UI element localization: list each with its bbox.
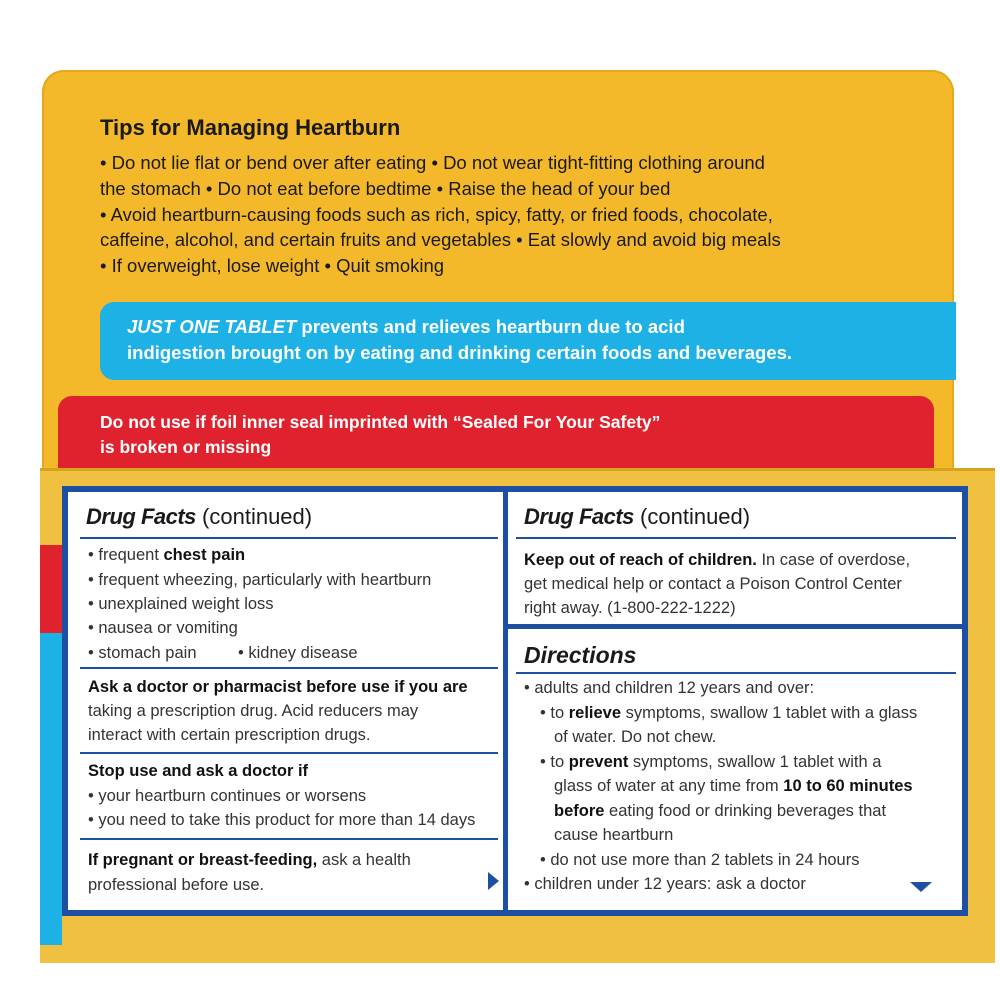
ask-doctor-text: interact with certain prescription drugs. bbox=[88, 726, 371, 744]
left-heading bbox=[86, 504, 312, 530]
directions-title: Directions bbox=[524, 642, 637, 668]
continue-arrow-icon bbox=[488, 872, 499, 890]
tips-line: the stomach • Do not eat before bedtime • Raise the head of your bed bbox=[100, 177, 671, 199]
seal-warning bbox=[100, 410, 860, 460]
warning-item: • frequent wheezing, particularly with heartburn bbox=[88, 571, 432, 589]
divider bbox=[516, 537, 956, 539]
drug-facts-right-column bbox=[508, 492, 962, 910]
continue-arrow-icon bbox=[910, 882, 932, 892]
ask-doctor-heading: Ask a doctor or pharmacist before use if you are bbox=[88, 678, 468, 696]
right-heading-bold: Drug Facts bbox=[524, 504, 634, 529]
directions-item: of water. Do not chew. bbox=[554, 728, 717, 746]
pregnancy-warning: If pregnant or breast-feeding, ask a health bbox=[88, 851, 411, 869]
tips-line: • Do not lie flat or bend over after eating • Do not wear tight-fitting clothing around bbox=[100, 152, 765, 173]
drug-facts-left-column bbox=[68, 492, 508, 910]
warning-item: • nausea or vomiting bbox=[88, 619, 238, 637]
directions-item: • children under 12 years: ask a doctor bbox=[524, 875, 806, 893]
warning-item: • stomach pain bbox=[88, 644, 197, 662]
tips-list bbox=[100, 150, 900, 279]
tips-line: caffeine, alcohol, and certain fruits and vegetables • Eat slowly and avoid big meals bbox=[100, 229, 781, 251]
ask-doctor-text: taking a prescription drug. Acid reducers may bbox=[88, 702, 419, 720]
pregnancy-warning-line2: professional before use. bbox=[88, 876, 265, 894]
seal-warning-line2: is broken or missing bbox=[100, 437, 272, 457]
left-heading-bold: Drug Facts bbox=[86, 504, 196, 529]
stop-use-item: • your heartburn continues or worsens bbox=[88, 787, 367, 805]
stop-use-item: • you need to take this product for more than 14 days bbox=[88, 811, 476, 829]
drug-facts-panel bbox=[62, 486, 968, 916]
divider bbox=[80, 667, 498, 669]
divider bbox=[80, 752, 498, 754]
divider bbox=[80, 537, 498, 539]
warning-item: • unexplained weight loss bbox=[88, 595, 274, 613]
directions-item: • adults and children 12 years and over: bbox=[524, 679, 815, 697]
keep-out-heading: Keep out of reach of children. In case of overdose, bbox=[524, 551, 911, 569]
claim-line1: prevents and relieves heartburn due to acid bbox=[296, 316, 685, 337]
directions-item: before eating food or drinking beverages that bbox=[554, 802, 887, 820]
warning-item: • frequent chest pain bbox=[88, 546, 246, 564]
directions-item: glass of water at any time from 10 to 60 minutes bbox=[554, 777, 913, 795]
directions-item: cause heartburn bbox=[554, 826, 674, 844]
box-side-strip bbox=[40, 545, 62, 945]
tips-line: • If overweight, lose weight • Quit smoking bbox=[100, 255, 445, 277]
poison-control-phone: right away. (1-800-222-1222) bbox=[524, 599, 736, 617]
right-heading bbox=[524, 504, 750, 530]
seal-warning-line1: Do not use if foil inner seal imprinted with “Sealed For Your Safety” bbox=[100, 412, 661, 432]
keep-out-text: get medical help or contact a Poison Control Center bbox=[524, 575, 902, 593]
tips-title: Tips for Managing Heartburn bbox=[100, 115, 401, 140]
directions-item: • to relieve symptoms, swallow 1 tablet with a glass bbox=[540, 704, 918, 722]
section-divider bbox=[508, 624, 962, 629]
left-heading-rest: (continued) bbox=[195, 504, 313, 529]
directions-item: • do not use more than 2 tablets in 24 hours bbox=[540, 851, 860, 869]
stop-use-heading: Stop use and ask a doctor if bbox=[88, 762, 309, 780]
claim-text bbox=[127, 314, 927, 366]
warning-item: • kidney disease bbox=[238, 644, 358, 662]
claim-line2: indigestion brought on by eating and drinking certain foods and beverages. bbox=[127, 342, 793, 363]
right-heading-rest: (continued) bbox=[633, 504, 751, 529]
divider bbox=[516, 672, 956, 674]
directions-item: • to prevent symptoms, swallow 1 tablet with a bbox=[540, 753, 882, 771]
divider bbox=[80, 838, 498, 840]
tips-line: • Avoid heartburn-causing foods such as rich, spicy, fatty, or fried foods, chocolate, bbox=[100, 203, 773, 225]
claim-emphasis: JUST ONE TABLET bbox=[127, 316, 297, 337]
